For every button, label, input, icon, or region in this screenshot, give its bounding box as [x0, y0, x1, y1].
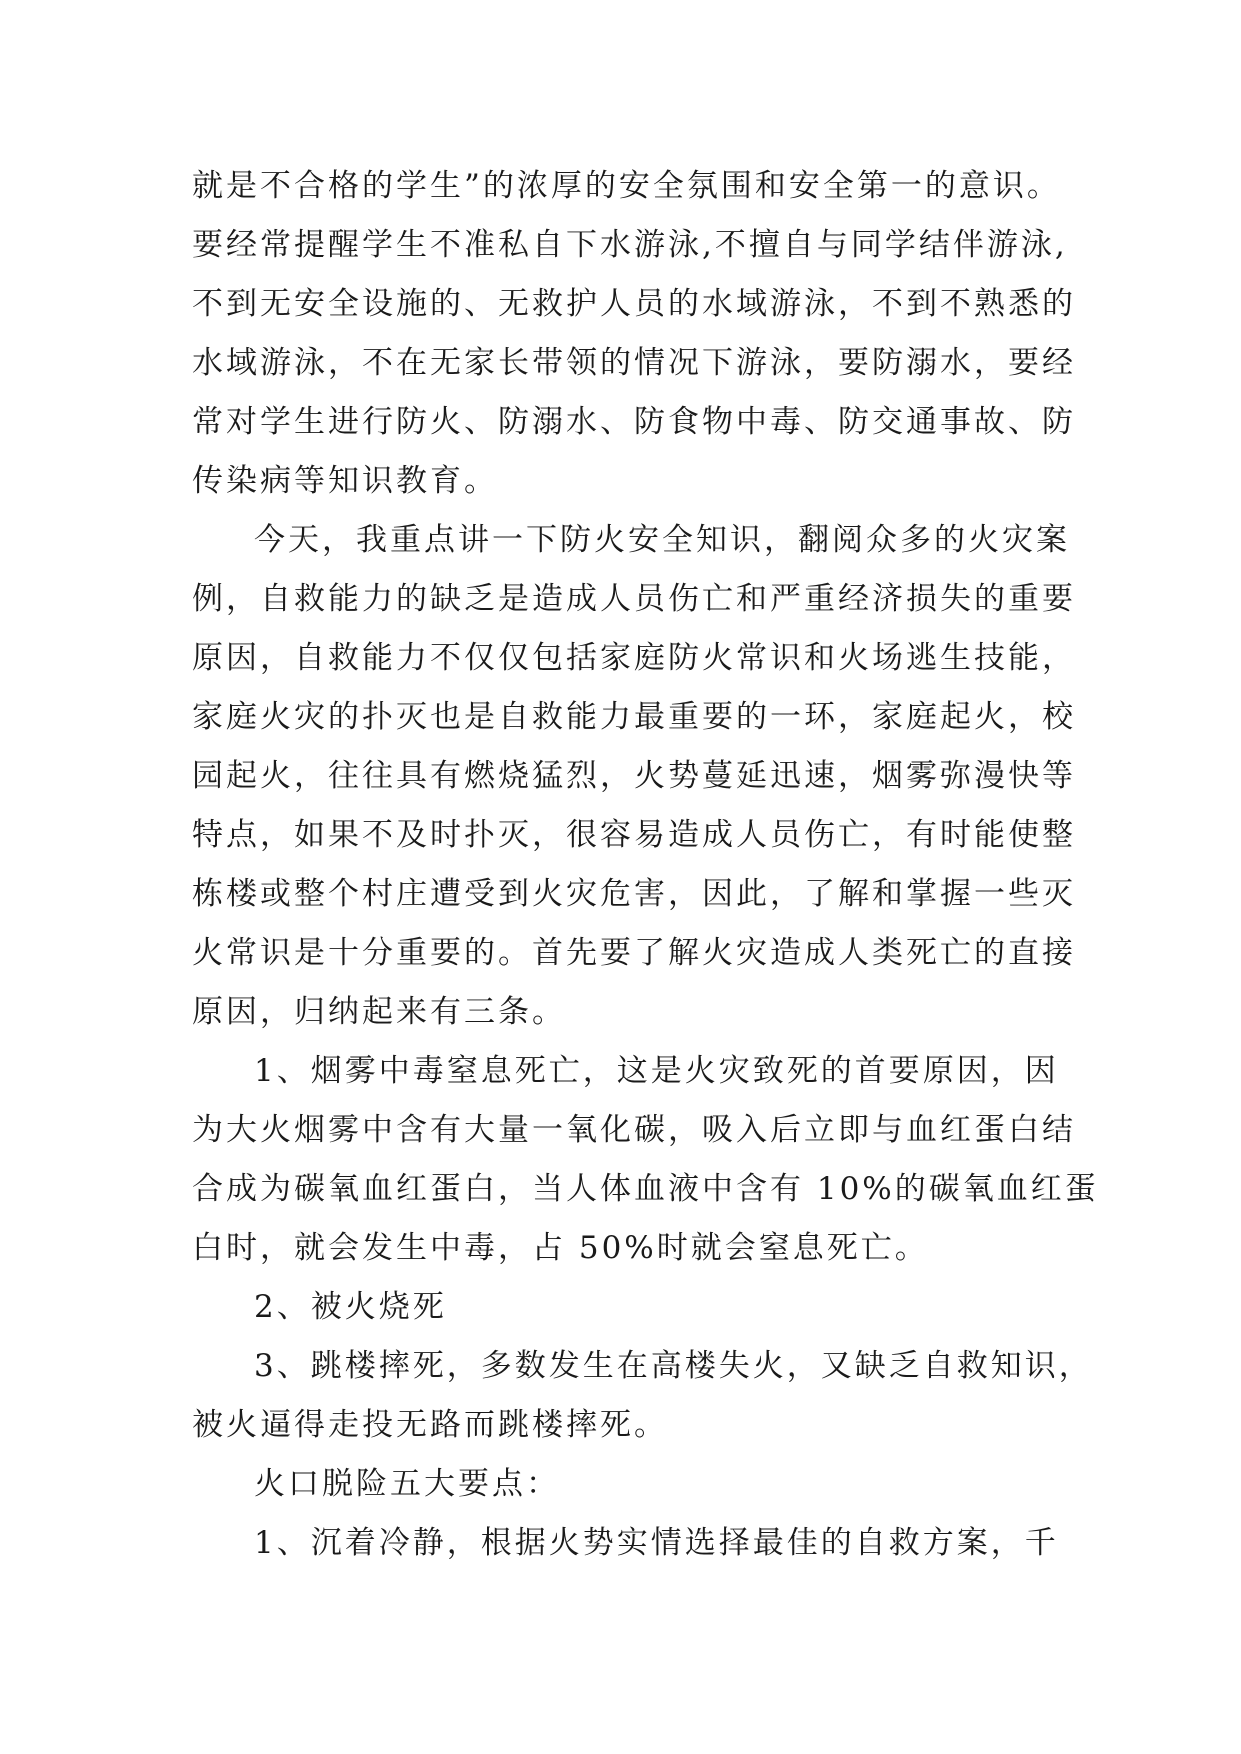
list-item-3-start: 3、跳楼摔死，多数发生在高楼失火，又缺乏自救知识， [254, 1348, 1093, 1384]
text-line: 原因，归纳起来有三条。 [192, 994, 566, 1030]
text-line: 栋楼或整个村庄遭受到火灾危害，因此，了解和掌握一些灭 [192, 876, 1076, 912]
section-heading: 火口脱险五大要点： [254, 1466, 560, 1502]
text-line: 合成为碳氧血红蛋白，当人体血液中含有 10%的碳氧血红蛋 [192, 1171, 1099, 1207]
text-line: 要经常提醒学生不准私自下水游泳,不擅自与同学结伴游泳, [192, 227, 1068, 263]
text-line: 不到无安全设施的、无救护人员的水域游泳，不到不熟悉的 [192, 286, 1076, 322]
text-line: 火常识是十分重要的。首先要了解火灾造成人类死亡的直接 [192, 935, 1076, 971]
text-line: 就是不合格的学生”的浓厚的安全氛围和安全第一的意识。 [192, 168, 1061, 204]
text-line: 家庭火灾的扑灭也是自救能力最重要的一环，家庭起火，校 [192, 699, 1076, 735]
body-text [192, 157, 1099, 1573]
tip-item-1-start: 1、沉着冷静，根据火势实情选择最佳的自救方案，千 [254, 1525, 1059, 1561]
text-line: 白时，就会发生中毒，占 50%时就会窒息死亡。 [192, 1230, 929, 1266]
text-line: 园起火，往往具有燃烧猛烈，火势蔓延迅速，烟雾弥漫快等 [192, 758, 1076, 794]
text-line: 为大火烟雾中含有大量一氧化碳，吸入后立即与血红蛋白结 [192, 1112, 1076, 1148]
text-line: 例，自救能力的缺乏是造成人员伤亡和严重经济损失的重要 [192, 581, 1076, 617]
paragraph-start-line: 今天，我重点讲一下防火安全知识，翻阅众多的火灾案 [254, 522, 1070, 558]
list-item-2: 2、被火烧死 [254, 1289, 447, 1325]
list-item-1-start: 1、烟雾中毒窒息死亡，这是火灾致死的首要原因，因 [254, 1053, 1059, 1089]
text-line: 传染病等知识教育。 [192, 463, 498, 499]
text-line: 特点，如果不及时扑灭，很容易造成人员伤亡，有时能使整 [192, 817, 1076, 853]
text-line: 常对学生进行防火、防溺水、防食物中毒、防交通事故、防 [192, 404, 1076, 440]
text-line: 原因，自救能力不仅仅包括家庭防火常识和火场逃生技能， [192, 640, 1076, 676]
text-line: 水域游泳，不在无家长带领的情况下游泳，要防溺水，要经 [192, 345, 1076, 381]
text-line: 被火逼得走投无路而跳楼摔死。 [192, 1407, 668, 1443]
